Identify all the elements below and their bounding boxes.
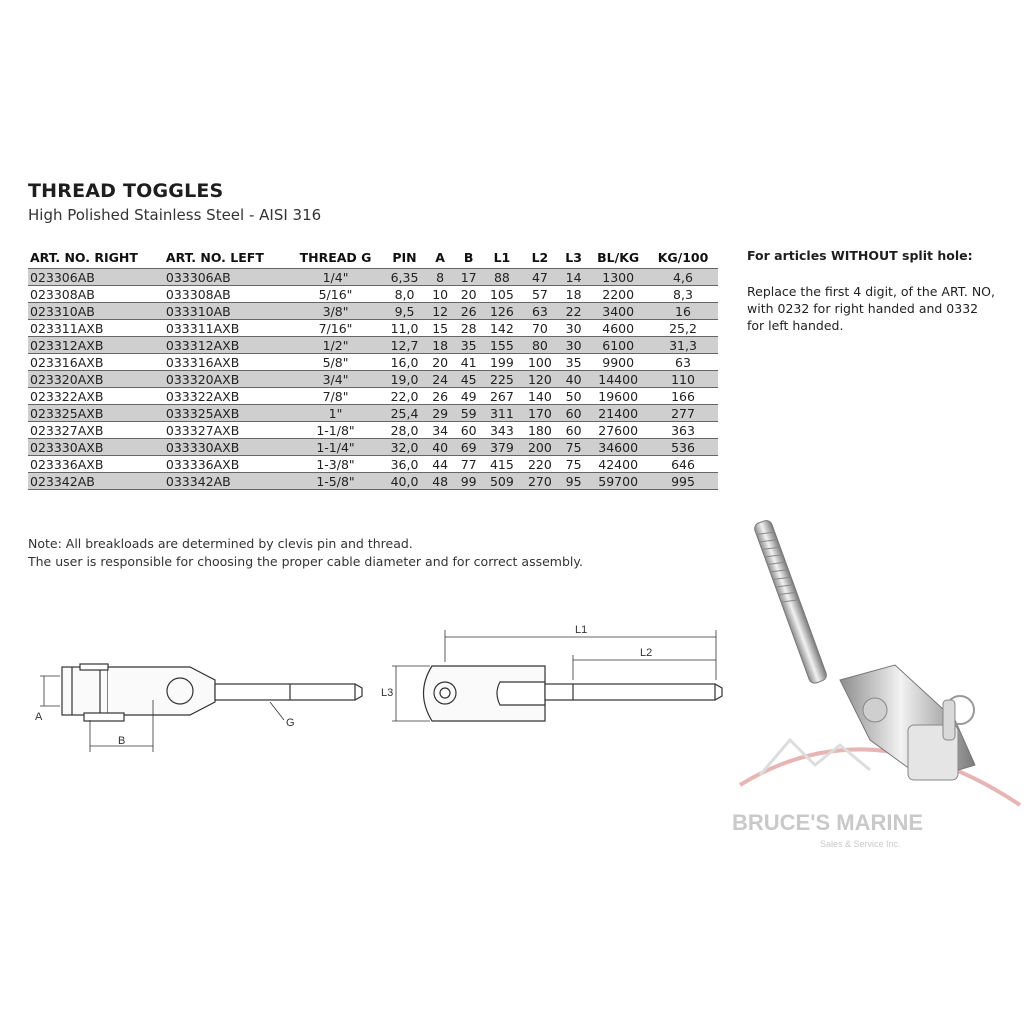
table-cell: 18 — [426, 337, 455, 354]
table-cell: 8,0 — [383, 286, 426, 303]
table-cell: 1/4" — [288, 269, 383, 286]
table-cell: 49 — [454, 388, 483, 405]
table-row — [28, 388, 718, 405]
table-cell: 18 — [559, 286, 588, 303]
table-body — [28, 269, 718, 490]
table-cell: 1-5/8" — [288, 473, 383, 490]
dim-g-label: G — [286, 717, 295, 729]
table-cell: 267 — [483, 388, 521, 405]
table-cell: 023322AXB — [28, 388, 164, 405]
table-cell: 35 — [454, 337, 483, 354]
table-cell: 32,0 — [383, 439, 426, 456]
table-cell: 3400 — [588, 303, 648, 320]
table-cell: 80 — [521, 337, 559, 354]
table-cell: 023312AXB — [28, 337, 164, 354]
table-cell: 99 — [454, 473, 483, 490]
table-cell: 9900 — [588, 354, 648, 371]
toggle-rod — [753, 519, 828, 685]
column-header: BL/KG — [597, 249, 640, 265]
table-cell: 21400 — [588, 405, 648, 422]
table-cell: 63 — [648, 354, 718, 371]
table-cell: 170 — [521, 405, 559, 422]
table-cell: 27600 — [588, 422, 648, 439]
table-cell: 5/16" — [288, 286, 383, 303]
table-cell: 60 — [559, 405, 588, 422]
table-cell: 16,0 — [383, 354, 426, 371]
table-cell: 60 — [454, 422, 483, 439]
table-cell: 17 — [454, 269, 483, 286]
table-cell: 28 — [454, 320, 483, 337]
table-cell: 8,3 — [648, 286, 718, 303]
table-cell: 34 — [426, 422, 455, 439]
table-cell: 1-3/8" — [288, 456, 383, 473]
table-cell: 30 — [559, 337, 588, 354]
table-cell: 25,4 — [383, 405, 426, 422]
table-cell: 6,35 — [383, 269, 426, 286]
table-row — [28, 439, 718, 456]
table-cell: 25,2 — [648, 320, 718, 337]
table-cell: 155 — [483, 337, 521, 354]
table-cell: 8 — [426, 269, 455, 286]
table-cell: 12 — [426, 303, 455, 320]
table-cell: 28,0 — [383, 422, 426, 439]
table-cell: 36,0 — [383, 456, 426, 473]
table-cell: 10 — [426, 286, 455, 303]
watermark-logo — [732, 740, 1020, 849]
table-cell: 033308AB — [164, 286, 288, 303]
table-cell: 20 — [454, 286, 483, 303]
table-cell: 126 — [483, 303, 521, 320]
table-cell: 033327AXB — [164, 422, 288, 439]
table-cell: 1-1/4" — [288, 439, 383, 456]
spec-table — [28, 248, 718, 490]
table-row — [28, 286, 718, 303]
table-cell: 59700 — [588, 473, 648, 490]
table-cell: 1/2" — [288, 337, 383, 354]
table-cell: 2200 — [588, 286, 648, 303]
table-cell: 1" — [288, 405, 383, 422]
table-cell: 40 — [559, 371, 588, 388]
table-cell: 40,0 — [383, 473, 426, 490]
table-row — [28, 371, 718, 388]
table-row — [28, 269, 718, 286]
dim-b-label: B — [118, 735, 126, 747]
table-cell: 033336AXB — [164, 456, 288, 473]
table-cell: 63 — [521, 303, 559, 320]
column-header: ART. NO. RIGHT — [30, 249, 138, 265]
table-cell: 225 — [483, 371, 521, 388]
table-cell: 77 — [454, 456, 483, 473]
table-cell: 12,7 — [383, 337, 426, 354]
table-cell: 26 — [454, 303, 483, 320]
column-header: B — [463, 249, 474, 265]
dim-l3-label: L3 — [381, 687, 394, 699]
table-cell: 22 — [559, 303, 588, 320]
table-cell: 023316AXB — [28, 354, 164, 371]
table-cell: 9,5 — [383, 303, 426, 320]
side-heading: For articles WITHOUT split hole: — [747, 248, 973, 263]
table-cell: 95 — [559, 473, 588, 490]
table-cell: 22,0 — [383, 388, 426, 405]
dim-l1-label: L1 — [575, 624, 588, 636]
table-cell: 415 — [483, 456, 521, 473]
table-cell: 033322AXB — [164, 388, 288, 405]
table-cell: 105 — [483, 286, 521, 303]
table-cell: 42400 — [588, 456, 648, 473]
table-cell: 7/16" — [288, 320, 383, 337]
table-cell: 180 — [521, 422, 559, 439]
table-row — [28, 422, 718, 439]
table-cell: 363 — [648, 422, 718, 439]
note — [28, 535, 583, 571]
table-cell: 4,6 — [648, 269, 718, 286]
column-header: ART. NO. LEFT — [165, 249, 264, 265]
table-cell: 023310AB — [28, 303, 164, 320]
table-cell: 220 — [521, 456, 559, 473]
table-cell: 4600 — [588, 320, 648, 337]
table-cell: 033320AXB — [164, 371, 288, 388]
table-row — [28, 303, 718, 320]
table-cell: 023330AXB — [28, 439, 164, 456]
column-header: A — [435, 249, 445, 265]
table-cell: 379 — [483, 439, 521, 456]
table-cell: 033306AB — [164, 269, 288, 286]
table-cell: 166 — [648, 388, 718, 405]
table-row — [28, 473, 718, 490]
table-cell: 30 — [559, 320, 588, 337]
table-cell: 50 — [559, 388, 588, 405]
table-cell: 270 — [521, 473, 559, 490]
table-cell: 033316AXB — [164, 354, 288, 371]
table-cell: 120 — [521, 371, 559, 388]
table-cell: 47 — [521, 269, 559, 286]
table-cell: 16 — [648, 303, 718, 320]
table-cell: 277 — [648, 405, 718, 422]
table-cell: 15 — [426, 320, 455, 337]
table-cell: 033311AXB — [164, 320, 288, 337]
table-header-row — [28, 248, 718, 269]
table-cell: 646 — [648, 456, 718, 473]
table-cell: 34600 — [588, 439, 648, 456]
table-cell: 3/4" — [288, 371, 383, 388]
page-subtitle: High Polished Stainless Steel - AISI 316 — [28, 206, 322, 224]
table-cell: 31,3 — [648, 337, 718, 354]
table-cell: 023306AB — [28, 269, 164, 286]
table-cell: 14400 — [588, 371, 648, 388]
table-cell: 88 — [483, 269, 521, 286]
table-cell: 343 — [483, 422, 521, 439]
column-header: L2 — [531, 249, 549, 265]
table-cell: 200 — [521, 439, 559, 456]
dim-a-label: A — [35, 711, 43, 723]
column-header: L3 — [565, 249, 582, 265]
table-cell: 023311AXB — [28, 320, 164, 337]
table-row — [28, 320, 718, 337]
table-cell: 023327AXB — [28, 422, 164, 439]
watermark-brand: BRUCE'S MARINE — [732, 810, 924, 835]
column-header: L1 — [493, 249, 511, 265]
note-line-1: Note: All breakloads are determined by clevis pin and thread. — [28, 536, 413, 551]
table-cell: 142 — [483, 320, 521, 337]
table-cell: 20 — [426, 354, 455, 371]
table-cell: 995 — [648, 473, 718, 490]
table-row — [28, 354, 718, 371]
table-cell: 24 — [426, 371, 455, 388]
side-text: Replace the first 4 digit, of the ART. NO, with 0232 for right handed and 0332 for left handed. — [747, 284, 995, 333]
table-cell: 7/8" — [288, 388, 383, 405]
table-cell: 44 — [426, 456, 455, 473]
table-cell: 57 — [521, 286, 559, 303]
table-cell: 40 — [426, 439, 455, 456]
table-cell: 536 — [648, 439, 718, 456]
page-title: THREAD TOGGLES — [28, 180, 224, 202]
table-cell: 311 — [483, 405, 521, 422]
column-header: PIN — [392, 249, 417, 265]
table-cell: 033325AXB — [164, 405, 288, 422]
table-cell: 023336AXB — [28, 456, 164, 473]
table-cell: 1-1/8" — [288, 422, 383, 439]
column-header: THREAD G — [299, 249, 372, 265]
table-cell: 140 — [521, 388, 559, 405]
table-cell: 023342AB — [28, 473, 164, 490]
table-cell: 19,0 — [383, 371, 426, 388]
table-cell: 75 — [559, 456, 588, 473]
table-cell: 41 — [454, 354, 483, 371]
table-cell: 033342AB — [164, 473, 288, 490]
table-cell: 199 — [483, 354, 521, 371]
table-cell: 023308AB — [28, 286, 164, 303]
table-cell: 110 — [648, 371, 718, 388]
table-cell: 60 — [559, 422, 588, 439]
table-cell: 69 — [454, 439, 483, 456]
table-cell: 29 — [426, 405, 455, 422]
table-cell: 5/8" — [288, 354, 383, 371]
table-cell: 26 — [426, 388, 455, 405]
dim-l2-label: L2 — [640, 647, 653, 659]
table-cell: 11,0 — [383, 320, 426, 337]
note-line-2: The user is responsible for choosing the proper cable diameter and for correct assembly. — [28, 554, 583, 569]
table-cell: 1300 — [588, 269, 648, 286]
table-row — [28, 405, 718, 422]
table-cell: 59 — [454, 405, 483, 422]
table-cell: 033312AXB — [164, 337, 288, 354]
table-cell: 48 — [426, 473, 455, 490]
table-row — [28, 456, 718, 473]
top-view-drawing — [392, 630, 722, 721]
table-cell: 023325AXB — [28, 405, 164, 422]
technical-drawing — [0, 600, 730, 770]
table-cell: 033330AXB — [164, 439, 288, 456]
table-cell: 35 — [559, 354, 588, 371]
table-cell: 14 — [559, 269, 588, 286]
table-cell: 70 — [521, 320, 559, 337]
table-cell: 033310AB — [164, 303, 288, 320]
side-view-drawing — [40, 664, 362, 752]
table-cell: 023320AXB — [28, 371, 164, 388]
table-cell: 6100 — [588, 337, 648, 354]
product-photo — [720, 505, 1025, 865]
table-row — [28, 337, 718, 354]
table-cell: 100 — [521, 354, 559, 371]
column-header: KG/100 — [657, 249, 709, 265]
table-cell: 75 — [559, 439, 588, 456]
table-cell: 19600 — [588, 388, 648, 405]
table-cell: 509 — [483, 473, 521, 490]
watermark-tagline: Sales & Service Inc. — [820, 839, 901, 849]
table-cell: 45 — [454, 371, 483, 388]
table-cell: 3/8" — [288, 303, 383, 320]
